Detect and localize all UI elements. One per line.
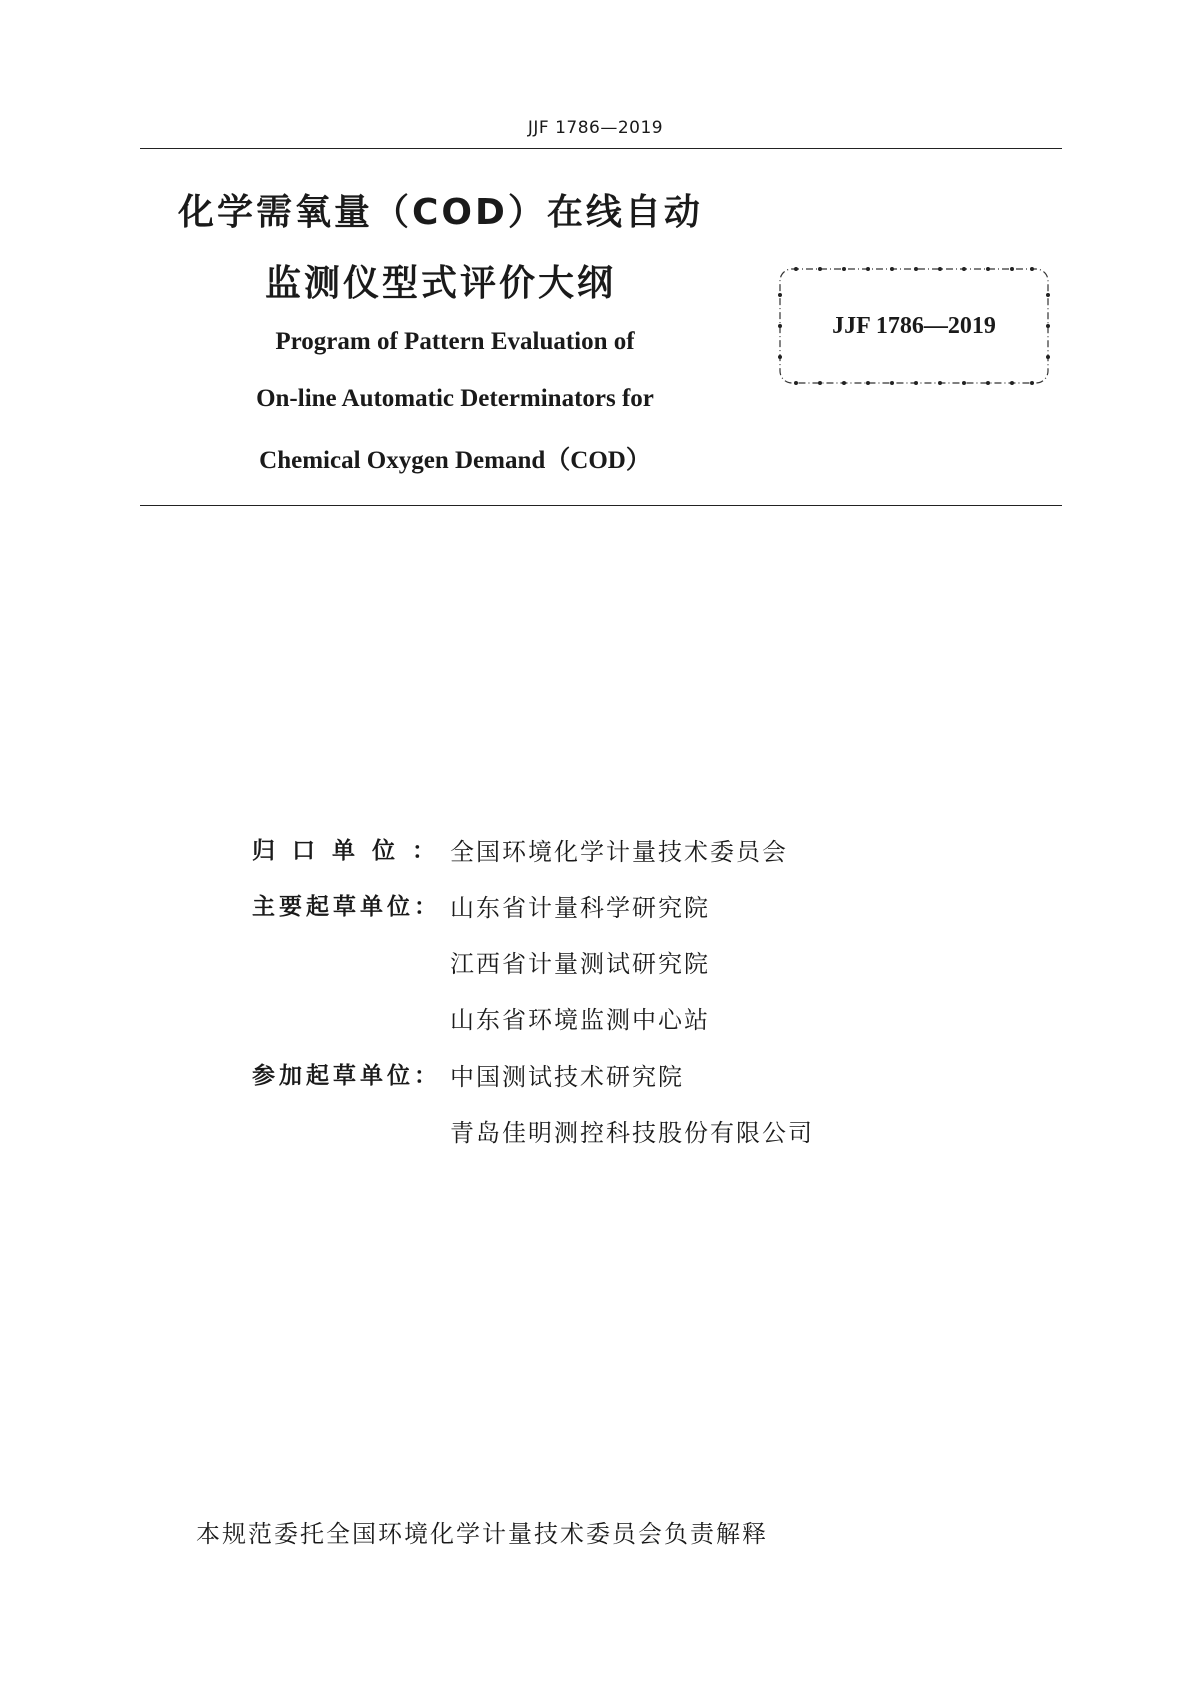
participating-drafting-label: 参加起草单位： [252, 1063, 441, 1089]
interpretation-note: 本规范委托全国环境化学计量技术委员会负责解释 [196, 1520, 768, 1548]
top-divider [140, 148, 1062, 149]
participating-unit-1: 中国测试技术研究院 [450, 1063, 684, 1091]
document-code-box [776, 265, 1052, 387]
responsible-unit-label: 归口单位： [252, 838, 452, 864]
title-chinese-line-1: 化学需氧量（COD）在线自动 [178, 192, 703, 233]
main-drafting-unit-3: 山东省环境监测中心站 [450, 1006, 710, 1034]
responsible-unit-value: 全国环境化学计量技术委员会 [450, 838, 788, 866]
title-english-line-1: Program of Pattern Evaluation of [275, 328, 635, 355]
header-document-code: JJF 1786—2019 [527, 118, 664, 138]
main-drafting-unit-2: 江西省计量测试研究院 [450, 950, 710, 978]
participating-unit-2: 青岛佳明测控科技股份有限公司 [450, 1119, 814, 1147]
bottom-divider [140, 505, 1062, 506]
code-box-text: JJF 1786—2019 [832, 313, 996, 339]
main-drafting-label: 主要起草单位： [252, 894, 441, 920]
title-english-line-2: On-line Automatic Determinators for [256, 385, 654, 412]
main-drafting-unit-1: 山东省计量科学研究院 [450, 894, 710, 922]
title-english-line-3: Chemical Oxygen Demand（COD） [259, 447, 651, 474]
title-chinese-line-2: 监测仪型式评价大纲 [265, 263, 617, 304]
